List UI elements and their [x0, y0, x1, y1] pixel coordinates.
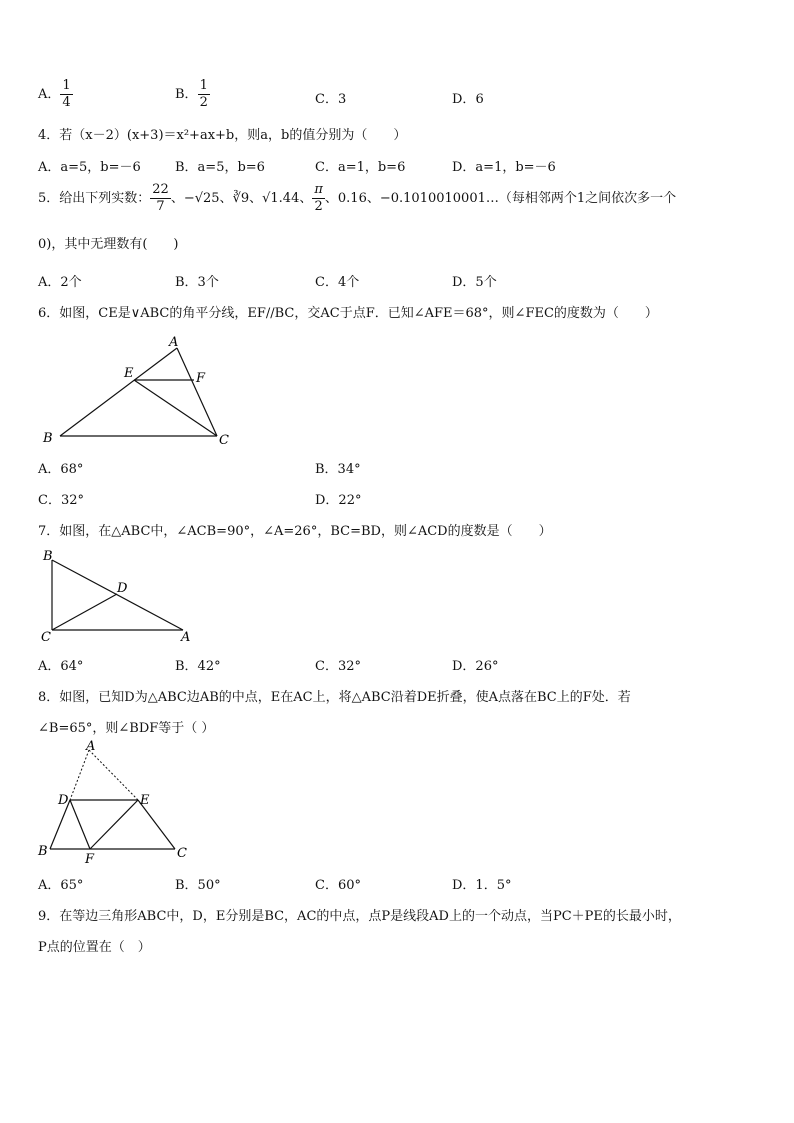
- q8-option-d: D．1．5°: [452, 878, 512, 893]
- q4-option-a: A．a=5，b=－6: [38, 160, 141, 175]
- label-b: B: [38, 844, 48, 859]
- q4-option-c: C．a=1，b=6: [315, 160, 406, 175]
- option-label: A．: [38, 87, 61, 102]
- q7-option-d: D．26°: [452, 659, 499, 674]
- label-e: E: [140, 793, 150, 808]
- option-text: 3: [337, 92, 347, 107]
- label-e: E: [124, 366, 134, 381]
- q4-option-b: B．a=5，b=6: [175, 160, 265, 175]
- q7-stem: 7．如图，在△ABC中，∠ACB=90°，∠A=26°，BC=BD，则∠ACD的度数是（ ）: [38, 524, 552, 539]
- q5-stem-line2: 0)，其中无理数有( ): [38, 237, 179, 252]
- numerator: 1: [62, 78, 71, 93]
- label-f: F: [196, 371, 206, 386]
- q6-option-d: D．22°: [315, 493, 362, 508]
- q5-item: 、√1.44: [249, 191, 300, 206]
- option-label: D．: [452, 92, 476, 107]
- q7-figure: [38, 546, 208, 646]
- label-c: C: [41, 630, 51, 645]
- q6-figure: [38, 330, 248, 450]
- q9-stem-line2: P点的位置在（ ）: [38, 940, 151, 955]
- option-label: C．: [315, 92, 338, 107]
- q7-option-a: A．64°: [38, 659, 84, 674]
- q7-option-b: B．42°: [175, 659, 221, 674]
- q3-option-c: [315, 88, 346, 107]
- q8-stem-line2: ∠B=65°，则∠BDF等于（ ）: [38, 721, 215, 736]
- q5-after: 、0.16、−0.1010010001…（每相邻两个1之间依次多一个: [324, 191, 677, 206]
- fraction-22-7: [150, 182, 171, 215]
- q8-option-b: B．50°: [175, 878, 221, 893]
- label-a: A: [169, 335, 179, 350]
- label-c: C: [177, 846, 187, 861]
- label-d: D: [117, 581, 128, 596]
- q5-option-d: D．5个: [452, 275, 497, 290]
- option-text: 6: [475, 92, 484, 107]
- q5-option-a: A．2个: [38, 275, 82, 290]
- label-b: B: [43, 431, 53, 446]
- q8-option-a: A．65°: [38, 878, 84, 893]
- label-b: B: [43, 549, 53, 564]
- fraction: [60, 78, 72, 111]
- q8-option-c: C．60°: [315, 878, 361, 893]
- q8-stem-line1: 8．如图，已知D为△ABC边AB的中点，E在AC上，将△ABC沿着DE折叠，使A点落在BC上的F处．若: [38, 690, 631, 705]
- q5-option-b: B．3个: [175, 275, 219, 290]
- q6-stem: 6．如图，CE是∨ABC的角平分线，EF//BC，交AC于点F．已知∠AFE＝68°，则∠FEC的度数为（ ）: [38, 306, 658, 321]
- numerator: π: [314, 182, 323, 197]
- q5-item: 、∛9: [219, 191, 250, 206]
- segment-ad-dotted: [70, 750, 89, 800]
- q8-figure: [30, 738, 200, 866]
- q4-option-d: D．a=1，b=－6: [452, 160, 556, 175]
- q5-item: 、: [299, 191, 313, 206]
- q6-option-a: A．68°: [38, 462, 84, 477]
- q3-option-a: [38, 78, 73, 111]
- q6-option-c: C．32°: [38, 493, 84, 508]
- denominator: 2: [314, 199, 323, 214]
- q5-stem: [38, 182, 676, 215]
- label-c: C: [219, 433, 229, 448]
- q9-stem-line1: 9．在等边三角形ABC中，D，E分别是BC，AC的中点，点P是线段AD上的一个动点，当PC＋PE的长最小时，: [38, 909, 681, 924]
- segment-ab: [60, 348, 177, 436]
- denominator: 4: [62, 95, 71, 110]
- q7-option-c: C．32°: [315, 659, 361, 674]
- fraction-pi-2: [312, 182, 325, 215]
- q5-option-c: C．4个: [315, 275, 360, 290]
- q5-item: 、−√25: [170, 191, 220, 206]
- numerator: 1: [199, 78, 208, 93]
- segment-ae-dotted: [89, 750, 138, 800]
- option-label: B．: [175, 87, 198, 102]
- label-d: D: [58, 793, 69, 808]
- segment-df: [70, 800, 90, 849]
- segment-ef: [90, 800, 138, 849]
- numerator: 22: [152, 182, 169, 197]
- fraction: [198, 78, 210, 111]
- q3-option-b: [175, 78, 210, 111]
- q6-option-b: B．34°: [315, 462, 361, 477]
- label-a: A: [181, 630, 191, 645]
- denominator: 2: [199, 95, 208, 110]
- segment-cd: [52, 594, 117, 630]
- denominator: 7: [156, 199, 165, 214]
- q3-option-d: [452, 88, 484, 107]
- label-f: F: [85, 852, 95, 866]
- q5-prefix: 5．给出下列实数：: [38, 191, 151, 206]
- q4-stem: 4．若（x－2）(x+3)＝x²+ax+b，则a，b的值分别为（ ）: [38, 128, 407, 143]
- label-a: A: [86, 739, 96, 754]
